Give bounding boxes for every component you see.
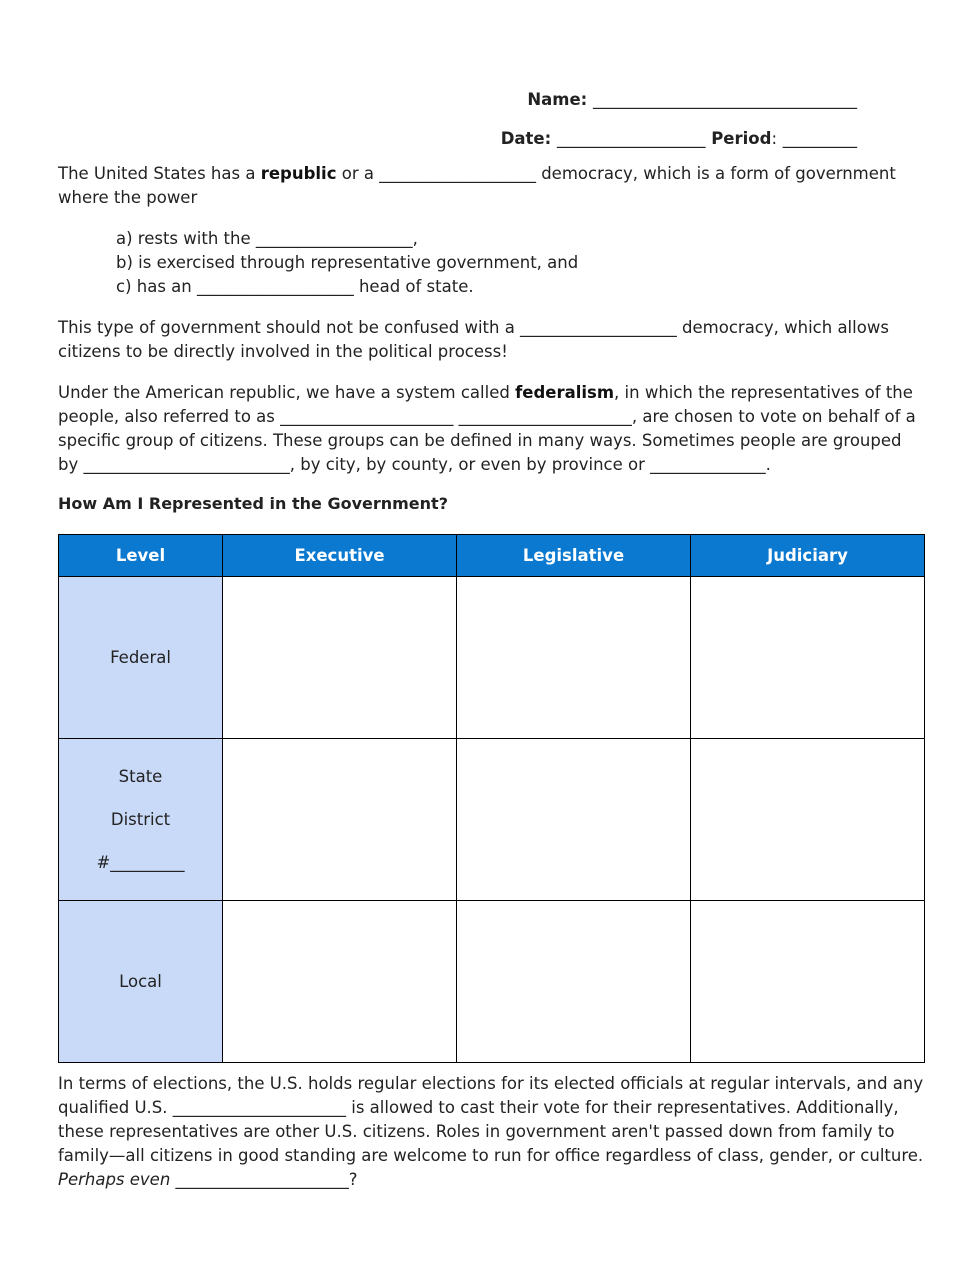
name-label: Name: [527, 90, 588, 109]
paragraph-direct-democracy[interactable]: This type of government should not be confused with a ___________________ democracy, which allows citizens to be directly involved in the political process! [58, 318, 889, 361]
cell-local-executive[interactable] [223, 901, 457, 1063]
term-republic: republic [260, 164, 337, 183]
period-blank[interactable]: _________ [782, 129, 857, 148]
power-list [116, 227, 578, 299]
table-row-local [59, 901, 925, 1063]
name-blank[interactable]: ________________________________ [593, 90, 857, 109]
cell-local-legislative[interactable] [457, 901, 691, 1063]
paragraph-elections: In terms of elections, the U.S. holds regular elections for its elected officials at regular intervals, and any qualified U.S. _____________________ is allowed to cast their vote for their representatives. Additionally, these representatives are other U.S. citizens. Roles in government aren't passed down from family to family—all citizens in good standing are welcome to run for office regardless of class, gender, or culture. Perhaps even _____________________? [58, 1074, 924, 1189]
perhaps-even-italic: Perhaps even [58, 1170, 171, 1189]
district-number-blank[interactable]: #_________ [96, 853, 185, 872]
table-row-federal [59, 577, 925, 739]
table-header-row [59, 535, 925, 577]
cell-local-judiciary[interactable] [691, 901, 925, 1063]
date-label: Date: [500, 129, 552, 148]
table-row-state [59, 739, 925, 901]
period-label: Period [711, 129, 772, 148]
column-header-legislative: Legislative [457, 535, 691, 577]
cell-state-executive[interactable] [223, 739, 457, 901]
column-header-executive: Executive [223, 535, 457, 577]
cell-federal-legislative[interactable] [457, 577, 691, 739]
cell-federal-executive[interactable] [223, 577, 457, 739]
level-state-label: State [118, 767, 163, 786]
level-federal: Federal [59, 577, 223, 739]
date-period-line [501, 129, 857, 148]
cell-state-judiciary[interactable] [691, 739, 925, 901]
cell-state-legislative[interactable] [457, 739, 691, 901]
name-line [527, 90, 857, 109]
paragraph-republic: The United States has a republic or a ___________________ democracy, which is a form of government where the power [58, 164, 896, 207]
level-state [59, 739, 223, 901]
paragraph-federalism: Under the American republic, we have a system called federalism, in which the representatives of the people, also referred to as _____________________ _____________________, are chosen to vote on behalf of a specific group of citizens. These groups can be defined in many ways. Sometimes people are grouped by _________________________, by city, by county, or even by province or ______________. [58, 383, 916, 474]
level-district-label: District [110, 810, 171, 829]
cell-federal-judiciary[interactable] [691, 577, 925, 739]
section-heading: How Am I Represented in the Government? [58, 494, 448, 513]
term-federalism: federalism [515, 383, 615, 402]
level-local: Local [59, 901, 223, 1063]
list-item[interactable]: a) rests with the ___________________, [116, 229, 418, 248]
list-item[interactable]: c) has an ___________________ head of state. [116, 277, 474, 296]
date-blank[interactable]: __________________ [556, 129, 706, 148]
column-header-judiciary: Judiciary [691, 535, 925, 577]
representation-table [58, 534, 925, 1063]
period-colon: : [771, 129, 777, 148]
list-item: b) is exercised through representative government, and [116, 253, 579, 272]
column-header-level: Level [59, 535, 223, 577]
